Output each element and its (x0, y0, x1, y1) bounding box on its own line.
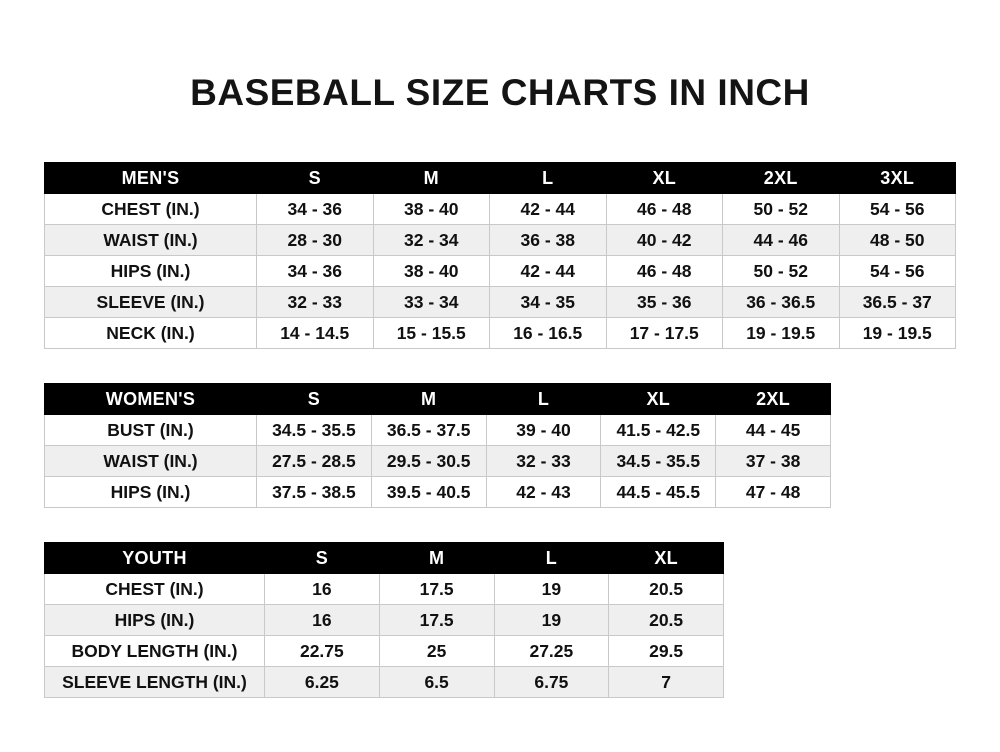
table-header-row (45, 543, 724, 574)
cell: 42 - 43 (486, 477, 601, 508)
column-header: L (486, 384, 601, 415)
cell: 34 - 36 (257, 194, 374, 225)
cell: 6.5 (379, 667, 494, 698)
cell: 32 - 34 (373, 225, 490, 256)
column-header: M (373, 163, 490, 194)
charts-container (0, 162, 1000, 698)
column-header: YOUTH (45, 543, 265, 574)
row-label: HIPS (IN.) (45, 477, 257, 508)
column-header: L (494, 543, 609, 574)
table-row (45, 194, 956, 225)
table-row (45, 256, 956, 287)
cell: 39.5 - 40.5 (371, 477, 486, 508)
row-label: HIPS (IN.) (45, 256, 257, 287)
cell: 25 (379, 636, 494, 667)
row-label: SLEEVE (IN.) (45, 287, 257, 318)
cell: 19 - 19.5 (723, 318, 840, 349)
table-row (45, 667, 724, 698)
column-header: 2XL (723, 163, 840, 194)
table-row (45, 446, 831, 477)
cell: 15 - 15.5 (373, 318, 490, 349)
cell: 19 (494, 605, 609, 636)
column-header: 2XL (716, 384, 831, 415)
table-row (45, 318, 956, 349)
cell: 34 - 35 (490, 287, 607, 318)
column-header: L (490, 163, 607, 194)
column-header: MEN'S (45, 163, 257, 194)
cell: 6.75 (494, 667, 609, 698)
cell: 29.5 - 30.5 (371, 446, 486, 477)
table-row (45, 477, 831, 508)
cell: 35 - 36 (606, 287, 723, 318)
cell: 22.75 (265, 636, 380, 667)
cell: 32 - 33 (486, 446, 601, 477)
cell: 40 - 42 (606, 225, 723, 256)
cell: 20.5 (609, 605, 724, 636)
column-header: XL (609, 543, 724, 574)
table-header-row (45, 384, 831, 415)
table-row (45, 605, 724, 636)
column-header: WOMEN'S (45, 384, 257, 415)
cell: 29.5 (609, 636, 724, 667)
cell: 27.25 (494, 636, 609, 667)
cell: 37.5 - 38.5 (257, 477, 372, 508)
cell: 6.25 (265, 667, 380, 698)
column-header: 3XL (839, 163, 956, 194)
cell: 16 (265, 605, 380, 636)
cell: 41.5 - 42.5 (601, 415, 716, 446)
column-header: XL (601, 384, 716, 415)
cell: 16 - 16.5 (490, 318, 607, 349)
cell: 38 - 40 (373, 256, 490, 287)
cell: 44.5 - 45.5 (601, 477, 716, 508)
mens-size-table (44, 162, 956, 349)
cell: 48 - 50 (839, 225, 956, 256)
cell: 14 - 14.5 (257, 318, 374, 349)
cell: 17 - 17.5 (606, 318, 723, 349)
cell: 27.5 - 28.5 (257, 446, 372, 477)
row-label: BODY LENGTH (IN.) (45, 636, 265, 667)
row-label: CHEST (IN.) (45, 194, 257, 225)
cell: 54 - 56 (839, 194, 956, 225)
cell: 36.5 - 37 (839, 287, 956, 318)
cell: 42 - 44 (490, 256, 607, 287)
cell: 17.5 (379, 605, 494, 636)
cell: 33 - 34 (373, 287, 490, 318)
cell: 50 - 52 (723, 194, 840, 225)
womens-size-table (44, 383, 831, 508)
table-row (45, 636, 724, 667)
column-header: M (379, 543, 494, 574)
column-header: S (257, 163, 374, 194)
cell: 42 - 44 (490, 194, 607, 225)
youth-size-table (44, 542, 724, 698)
cell: 16 (265, 574, 380, 605)
cell: 28 - 30 (257, 225, 374, 256)
row-label: CHEST (IN.) (45, 574, 265, 605)
cell: 17.5 (379, 574, 494, 605)
row-label: BUST (IN.) (45, 415, 257, 446)
cell: 50 - 52 (723, 256, 840, 287)
cell: 38 - 40 (373, 194, 490, 225)
page-title: BASEBALL SIZE CHARTS IN INCH (190, 72, 810, 113)
cell: 36 - 38 (490, 225, 607, 256)
cell: 44 - 46 (723, 225, 840, 256)
cell: 34 - 36 (257, 256, 374, 287)
cell: 36 - 36.5 (723, 287, 840, 318)
table-header-row (45, 163, 956, 194)
cell: 34.5 - 35.5 (601, 446, 716, 477)
cell: 19 - 19.5 (839, 318, 956, 349)
cell: 34.5 - 35.5 (257, 415, 372, 446)
table-row (45, 415, 831, 446)
cell: 36.5 - 37.5 (371, 415, 486, 446)
table-row (45, 225, 956, 256)
row-label: NECK (IN.) (45, 318, 257, 349)
cell: 46 - 48 (606, 256, 723, 287)
cell: 46 - 48 (606, 194, 723, 225)
column-header: S (257, 384, 372, 415)
cell: 54 - 56 (839, 256, 956, 287)
cell: 7 (609, 667, 724, 698)
column-header: M (371, 384, 486, 415)
row-label: WAIST (IN.) (45, 225, 257, 256)
cell: 44 - 45 (716, 415, 831, 446)
row-label: SLEEVE LENGTH (IN.) (45, 667, 265, 698)
cell: 32 - 33 (257, 287, 374, 318)
cell: 37 - 38 (716, 446, 831, 477)
cell: 39 - 40 (486, 415, 601, 446)
cell: 20.5 (609, 574, 724, 605)
cell: 47 - 48 (716, 477, 831, 508)
table-row (45, 574, 724, 605)
table-row (45, 287, 956, 318)
row-label: HIPS (IN.) (45, 605, 265, 636)
cell: 19 (494, 574, 609, 605)
column-header: S (265, 543, 380, 574)
row-label: WAIST (IN.) (45, 446, 257, 477)
column-header: XL (606, 163, 723, 194)
